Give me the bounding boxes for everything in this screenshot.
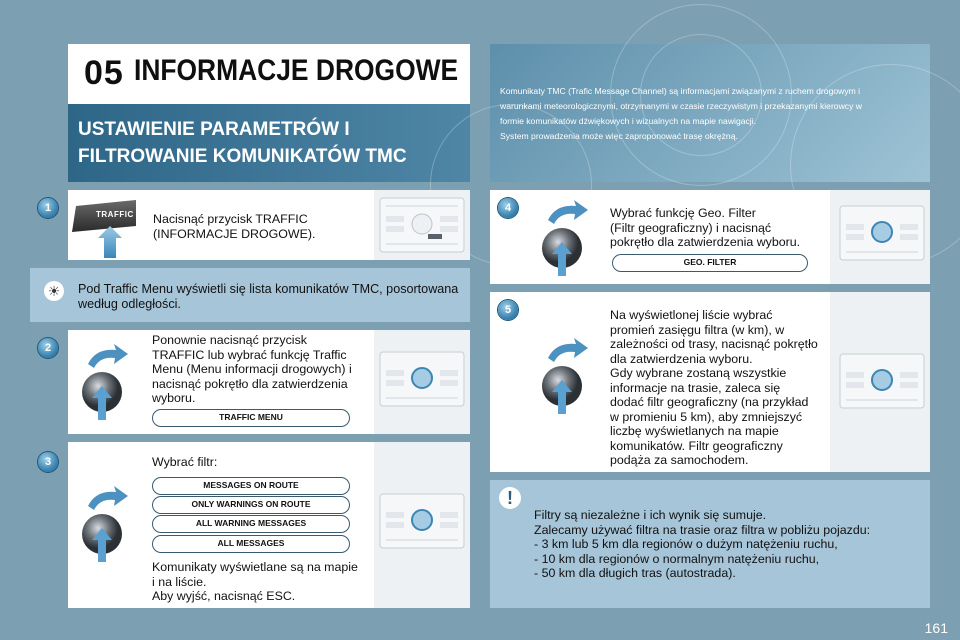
text-line: - 3 km lub 5 km dla regionów o dużym natężeniu ruchu, [534, 537, 838, 551]
text-line: TRAFFIC lub wybrać funkcję Traffic [152, 347, 347, 362]
traffic-button-label: TRAFFIC [96, 210, 134, 219]
text-line: Filtry są niezależne i ich wynik się sumuje. [534, 508, 767, 522]
text-line: Nacisnąć przycisk TRAFFIC [153, 212, 308, 226]
text-line: - 10 km dla regionów o normalnym natężeniu ruchu, [534, 551, 820, 566]
step-5-badge: 5 [498, 300, 518, 320]
text-line: w promieniu 5 km), aby zmniejszyć [610, 409, 803, 424]
text-line: Ponownie nacisnąć przycisk [152, 333, 307, 347]
text-line: podąża za samochodem. [610, 453, 749, 467]
text-line: liczbę wyświetlanych na mapie [610, 424, 779, 438]
radio-unit-icon [378, 492, 466, 550]
radio-unit-icon [838, 352, 926, 410]
text-line: promień zasięgu filtra (w km), w [610, 322, 785, 337]
text-line: i na liście. [152, 574, 207, 589]
step-2-badge: 2 [38, 338, 58, 358]
rotary-knob-icon [534, 198, 594, 280]
text-line: Zalecamy używać filtra na trasie oraz filtra w pobliżu pojazdu: [534, 522, 871, 537]
text-line: - 50 km dla długich tras (autostrada). [534, 566, 736, 580]
text-line: Wybrać funkcję Geo. Filter [610, 206, 756, 220]
step-1-text [153, 212, 315, 241]
filter-option: MESSAGES ON ROUTE [152, 477, 350, 495]
text-line: zależności od trasy, nacisnąć pokrętło [610, 337, 818, 351]
text-line: Pod Traffic Menu wyświetli się lista komunikatów TMC, posortowana [78, 282, 459, 296]
exclamation-icon: ! [499, 487, 521, 509]
traffic-button-icon [70, 196, 140, 260]
intro-line: Komunikaty TMC (Trafic Message Channel) są informacjami związanymi z ruchem drogowym i [500, 86, 861, 96]
intro-line: warunkami meteorologicznymi, otrzymanymi w czasie rzeczywistym i przekazanymi kierowcy w [500, 101, 862, 111]
filter-option: ALL MESSAGES [152, 535, 350, 553]
step-3-text [152, 560, 358, 604]
chapter-title: INFORMACJE DROGOWE [134, 54, 459, 87]
text-line: dla zatwierdzenia wyboru. [610, 351, 753, 366]
text-line: Menu (Menu informacji drogowych) i [152, 362, 352, 376]
section-title-line: USTAWIENIE PARAMETRÓW I [78, 119, 350, 140]
intro-line: System prowadzenia może więc zaproponować trasę okrężną. [500, 131, 738, 141]
page-number: 161 [924, 620, 948, 636]
step-4-badge: 4 [498, 198, 518, 218]
filter-option: ALL WARNING MESSAGES [152, 515, 350, 533]
text-line: dodać filtr geograficzny (na przykład [610, 395, 809, 409]
intro-text [500, 84, 920, 144]
text-line: komunikatów. Filtr geograficzny [610, 438, 783, 453]
section-title-line: FILTROWANIE KOMUNIKATÓW TMC [78, 146, 407, 167]
rotary-knob-icon [74, 342, 134, 424]
section-title [78, 116, 407, 170]
sun-icon: ☀ [44, 281, 64, 301]
text-line: według odległości. [78, 296, 181, 311]
geo-filter-label: GEO. FILTER [612, 254, 808, 272]
radio-unit-icon [378, 350, 466, 408]
step-2-text [152, 333, 352, 406]
text-line: (Filtr geograficzny) i nacisnąć [610, 220, 772, 235]
filter-option: ONLY WARNINGS ON ROUTE [152, 496, 350, 514]
step-1-badge: 1 [38, 198, 58, 218]
step-5-text [610, 308, 818, 468]
traffic-menu-label: TRAFFIC MENU [152, 409, 350, 427]
tip-text [78, 282, 458, 311]
chapter-number: 05 [84, 54, 124, 92]
text-line: pokrętło dla zatwierdzenia wyboru. [610, 235, 801, 249]
text-line: Na wyświetlonej liście wybrać [610, 308, 773, 322]
radio-unit-icon [378, 196, 466, 254]
step-3-heading: Wybrać filtr: [152, 455, 218, 469]
text-line: (INFORMACJE DROGOWE). [153, 226, 316, 241]
rotary-knob-icon [74, 484, 134, 566]
radio-unit-icon [838, 204, 926, 262]
text-line: wyboru. [152, 391, 196, 405]
rotary-knob-icon [534, 336, 594, 418]
step-4-text [610, 206, 800, 250]
intro-line: formie komunikatów dźwiękowych i wizualnych na mapie nawigacji. [500, 116, 757, 126]
text-line: informacje na trasie, zaleca się [610, 380, 781, 395]
warning-text [534, 508, 870, 581]
text-line: Aby wyjść, nacisnąć ESC. [152, 589, 296, 603]
text-line: Komunikaty wyświetlane są na mapie [152, 560, 358, 574]
text-line: nacisnąć pokrętło dla zatwierdzenia [152, 376, 348, 391]
text-line: Gdy wybrane zostaną wszystkie [610, 366, 787, 380]
step-3-badge: 3 [38, 452, 58, 472]
